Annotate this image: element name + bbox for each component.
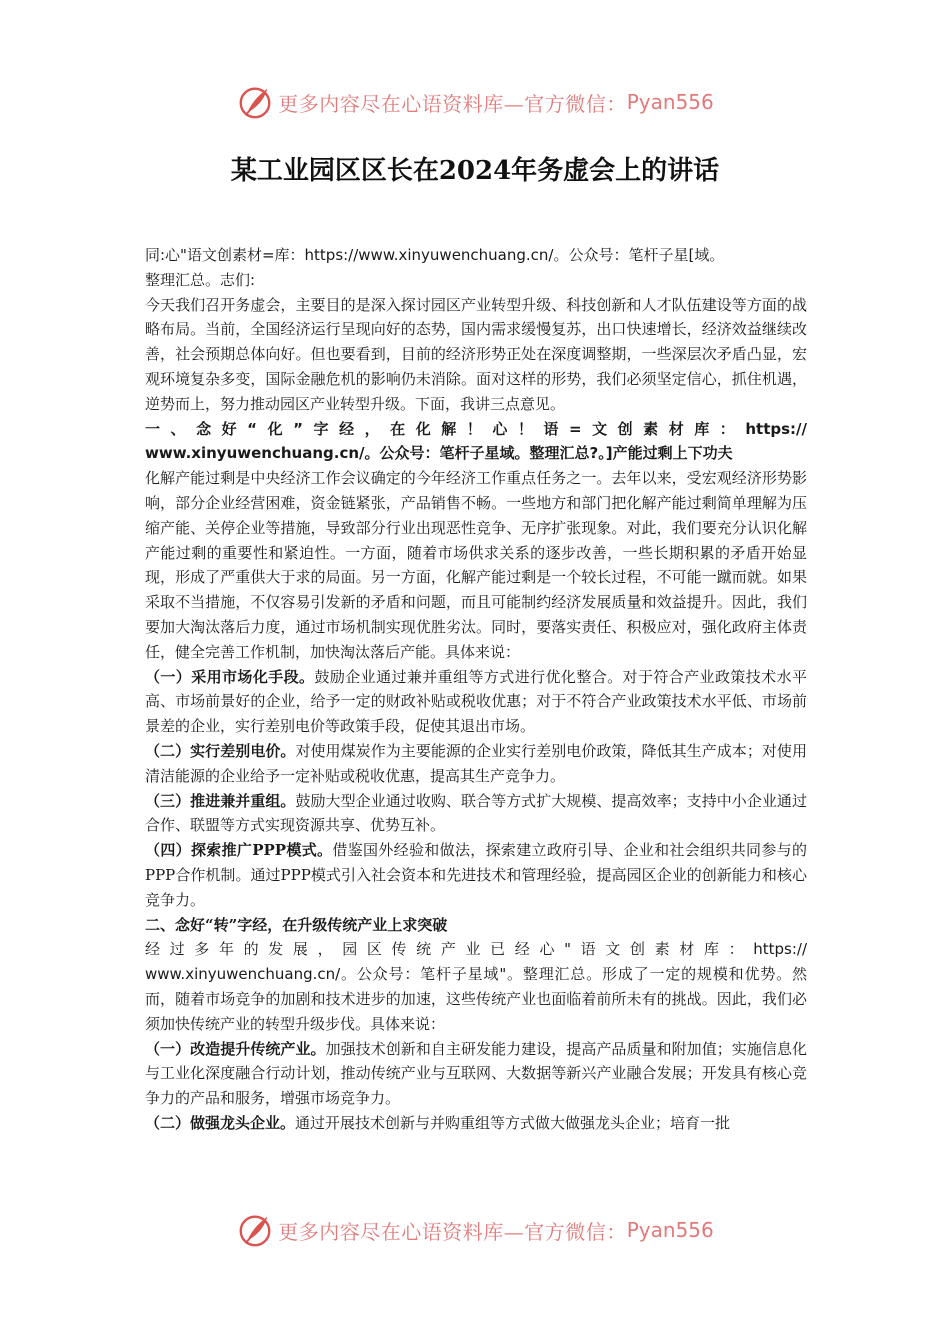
section-2-body: www.xinyuwenchuang.cn/。公众号：笔杆子星域"。整理汇总。形成了一定的规模和优势。然而，随着市场竞争的加剧和技术进步的加速，这些传统产业也面临着前所未有的挑战。因此，我们必须加快传统产业的转型升级步伐。具体来说： (145, 965, 807, 1033)
feather-pen-logo-icon (236, 1211, 274, 1249)
feather-pen-logo-icon (236, 83, 274, 121)
item-label: （一）改造提升传统产业。 (145, 1039, 326, 1058)
section-1-item-3 (145, 789, 807, 839)
intro-line-2: 整理汇总。志们: (145, 270, 256, 289)
item-text: 加强技术创新和自主研发能力建设，提高产品质量和附加值；实施信息化与工业化深度融合行动计划，推动传统产业与互联网、大数据等新兴产业融合发展；开发具有核心竞争力的产品和服务，增强市场竞争力。 (145, 1039, 807, 1108)
bottom-watermark-banner (0, 1208, 950, 1252)
page-title: 某工业园区区长在2024年务虚会上的讲话 (230, 156, 720, 186)
banner-wechat-id: Pyan556 (626, 1218, 714, 1242)
section-2-body-line-1: 经过多年的发展，园区传统产业已经心"语文创素材库：https:// (145, 940, 807, 959)
item-text: 借鉴国外经验和做法，探索建立政府引导、企业和社会组织共同参与的PPP合作机制。通过PPP模式引入社会资本和先进技术和管理经验，提高园区企业的创新能力和核心竞争力。 (145, 841, 807, 909)
banner-text: 更多内容尽在心语资料库—官方微信： (278, 91, 627, 116)
item-text: 鼓励企业通过兼并重组等方式进行优化整合。对于符合产业政策技术水平高、市场前景好的企业，给予一定的财政补贴或税收优惠；对于不符合产业政策技术水平低、市场前景差的企业，实行差别电价等政策手段，促使其退出市场。 (145, 667, 807, 736)
top-watermark-banner (0, 80, 950, 124)
item-text: 对使用煤炭作为主要能源的企业实行差别电价政策，降低其生产成本；对使用清洁能源的企业给予一定补贴或税收优惠，提高其生产竞争力。 (145, 741, 807, 785)
section-1-heading-line-2: www.xinyuwenchuang.cn/。公众号：笔杆子星域。整理汇总?。]产能过剩上下功夫 (145, 444, 733, 463)
section-2-item-2 (145, 1111, 807, 1136)
item-label: （一）采用市场化手段。 (145, 667, 315, 686)
item-label: （四）探索推广PPP模式。 (145, 841, 333, 860)
section-1-heading-line-1: 一、念好“化”字经，在化解！心！语=文创素材库：https:// (145, 419, 807, 438)
banner-text: 更多内容尽在心语资料库—官方微信： (278, 1219, 627, 1244)
item-label: （二）实行差别电价。 (145, 741, 296, 760)
intro-line-1: 同:心"语文创素材=库：https://www.xinyuwenchuang.cn/。公众号：笔杆子星[域。 (145, 246, 725, 264)
section-1-body: 化解产能过剩是中央经济工作会议确定的今年经济工作重点任务之一。去年以来，受宏观经济形势影响，部分企业经营困难，资金链紧张，产品销售不畅。一些地方和部门把化解产能过剩简单理解为压缩产能、关停企业等措施，导致部分行业出现恶性竞争、无序扩张现象。对此，我们要充分认识化解产能过剩的重要性和紧迫性。一方面，随着市场供求关系的逐步改善，一些长期积累的矛盾开始显现，形成了严重供大于求的局面。另一方面，化解产能过剩是一个较长过程，不可能一蹴而就。如果采取不当措施，不仅容易引发新的矛盾和问题，而且可能制约经济发展质量和效益提升。因此，我们要加大淘汰落后力度，通过市场机制实现优胜劣汰。同时，要落实责任、积极应对，强化政府主体责任，健全完善工作机制，加快淘汰落后产能。具体来说： (145, 469, 807, 661)
section-2-item-1 (145, 1037, 807, 1111)
section-1-item-1 (145, 665, 807, 739)
opening-paragraph: 今天我们召开务虚会，主要目的是深入探讨园区产业转型升级、科技创新和人才队伍建设等方面的战略布局。当前，全国经济运行呈现向好的态势，国内需求缓慢复苏，出口快速增长，经济效益继续改善，社会预期总体向好。但也要看到，目前的经济形势正处在深度调整期，一些深层次矛盾凸显，宏观环境复杂多变，国际金融危机的影响仍未消除。面对这样的形势，我们必须坚定信心，抓住机遇，逆势而上，努力推动园区产业转型升级。下面，我讲三点意见。 (145, 295, 807, 413)
section-2-heading: 二、念好“转”字经，在升级传统产业上求突破 (145, 915, 448, 934)
document-body (145, 243, 807, 1136)
banner-wechat-id: Pyan556 (626, 90, 714, 114)
section-1-item-2 (145, 739, 807, 789)
item-label: （三）推进兼并重组。 (145, 791, 296, 810)
item-text: 鼓励大型企业通过收购、联合等方式扩大规模、提高效率；支持中小企业通过合作、联盟等方式实现资源共享、优势互补。 (145, 791, 807, 835)
item-text: 通过开展技术创新与并购重组等方式做大做强龙头企业；培育一批 (295, 1113, 731, 1132)
item-label: （二）做强龙头企业。 (145, 1113, 296, 1132)
section-1-item-4 (145, 838, 807, 912)
